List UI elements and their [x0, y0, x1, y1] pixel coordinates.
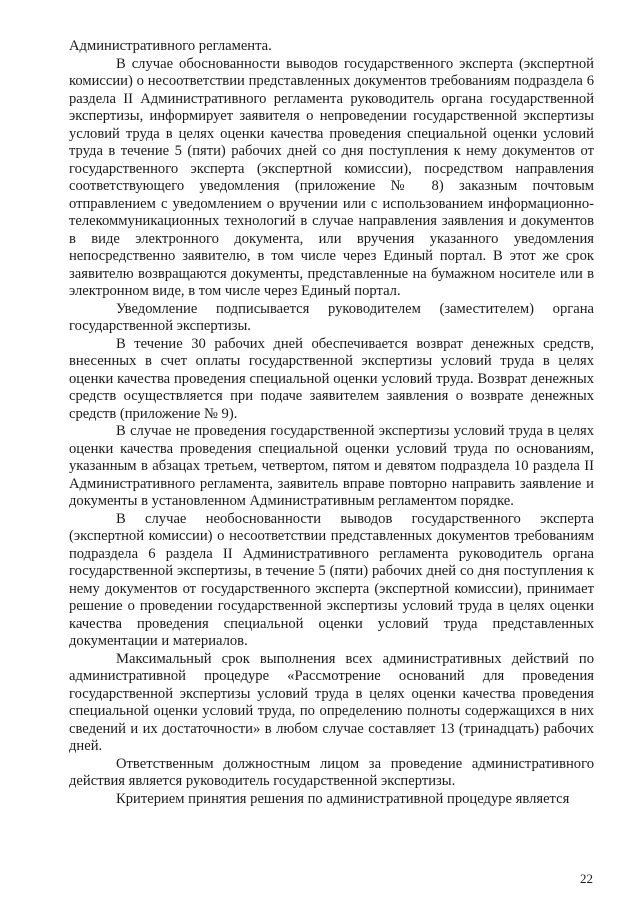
paragraph-responsible-official: Ответственным должностным лицом за проведение административного действия является руководитель государственной экспертизы. — [69, 755, 594, 789]
page-number: 22 — [580, 871, 593, 886]
document-page — [69, 38, 594, 808]
paragraph-refund: В течение 30 рабочих дней обеспечивается возврат денежных средств, внесенных в счет оплаты государственной экспертизы условий труда в целях оценки качества проведения специальной оценки условий труда. Возврат денежных средств осуществляется при подаче заявителем заявления о возврате денежных средств (приложение № 9). — [69, 335, 594, 422]
paragraph-unfounded-conclusions: В случае необоснованности выводов государственного эксперта (экспертной комиссии) о несоответствии представленных документов требованиям подраздела 6 раздела II Административного регламента руководитель органа государственной экспертизы, в течение 5 (пяти) рабочих дней со дня поступления к нему документов от государственного эксперта (экспертной комиссии), принимает решение о проведении государственной экспертизы условий труда в целях оценки качества проведения специальной оценки условий труда представленных документации и материалов. — [69, 510, 594, 649]
paragraph-max-duration: Максимальный срок выполнения всех административных действий по административной процедуре «Рассмотрение оснований для проведения государственной экспертизы условий труда в целях оценки качества проведения специальной оценки условий труда, по определению полноты содержащихся в них сведений и их достаточности» в любом случае составляет 13 (тринадцать) рабочих дней. — [69, 650, 594, 754]
paragraph-decision-criterion: Критерием принятия решения по административной процедуре является — [116, 790, 570, 807]
paragraph-notice-signature: Уведомление подписывается руководителем (заместителем) органа государственной экспертизы. — [69, 300, 594, 334]
paragraph-continuation: Административного регламента. — [69, 38, 272, 54]
paragraph-notice-of-refusal: В случае обоснованности выводов государственного эксперта (экспертной комиссии) о несоответствии представленных документов требованиям подраздела 6 раздела II Административного регламента руководитель органа государственной экспертизы, информирует заявителя о непроведении государственной экспертизы условий труда в целях оценки качества проведения специальной оценки условий труда в течение 5 (пяти) рабочих дней со дня поступления к нему документов от государственного эксперта (экспертной комиссии), посредством направления соответствующего уведомления (приложение № 8) заказным почтовым отправлением с уведомлением о вручении или с использованием информационно-телекоммуникационных технологий в случае направления заявления и документов в виде электронного документа, или вручения указанного уведомления непосредственно заявителю, в том числе через Единый портал. В этот же срок заявителю возвращаются документы, представленные на бумажном носителе или в электронном виде, в том числе через Единый портал. — [69, 55, 594, 299]
paragraph-resubmission: В случае не проведения государственной экспертизы условий труда в целях оценки качества проведения специальной оценки условий труда по основаниям, указанным в абзацах третьем, четвертом, пятом и девятом подраздела 10 раздела II Административного регламента, заявитель вправе повторно направить заявление и документы в установленном Административным регламентом порядке. — [69, 423, 594, 509]
